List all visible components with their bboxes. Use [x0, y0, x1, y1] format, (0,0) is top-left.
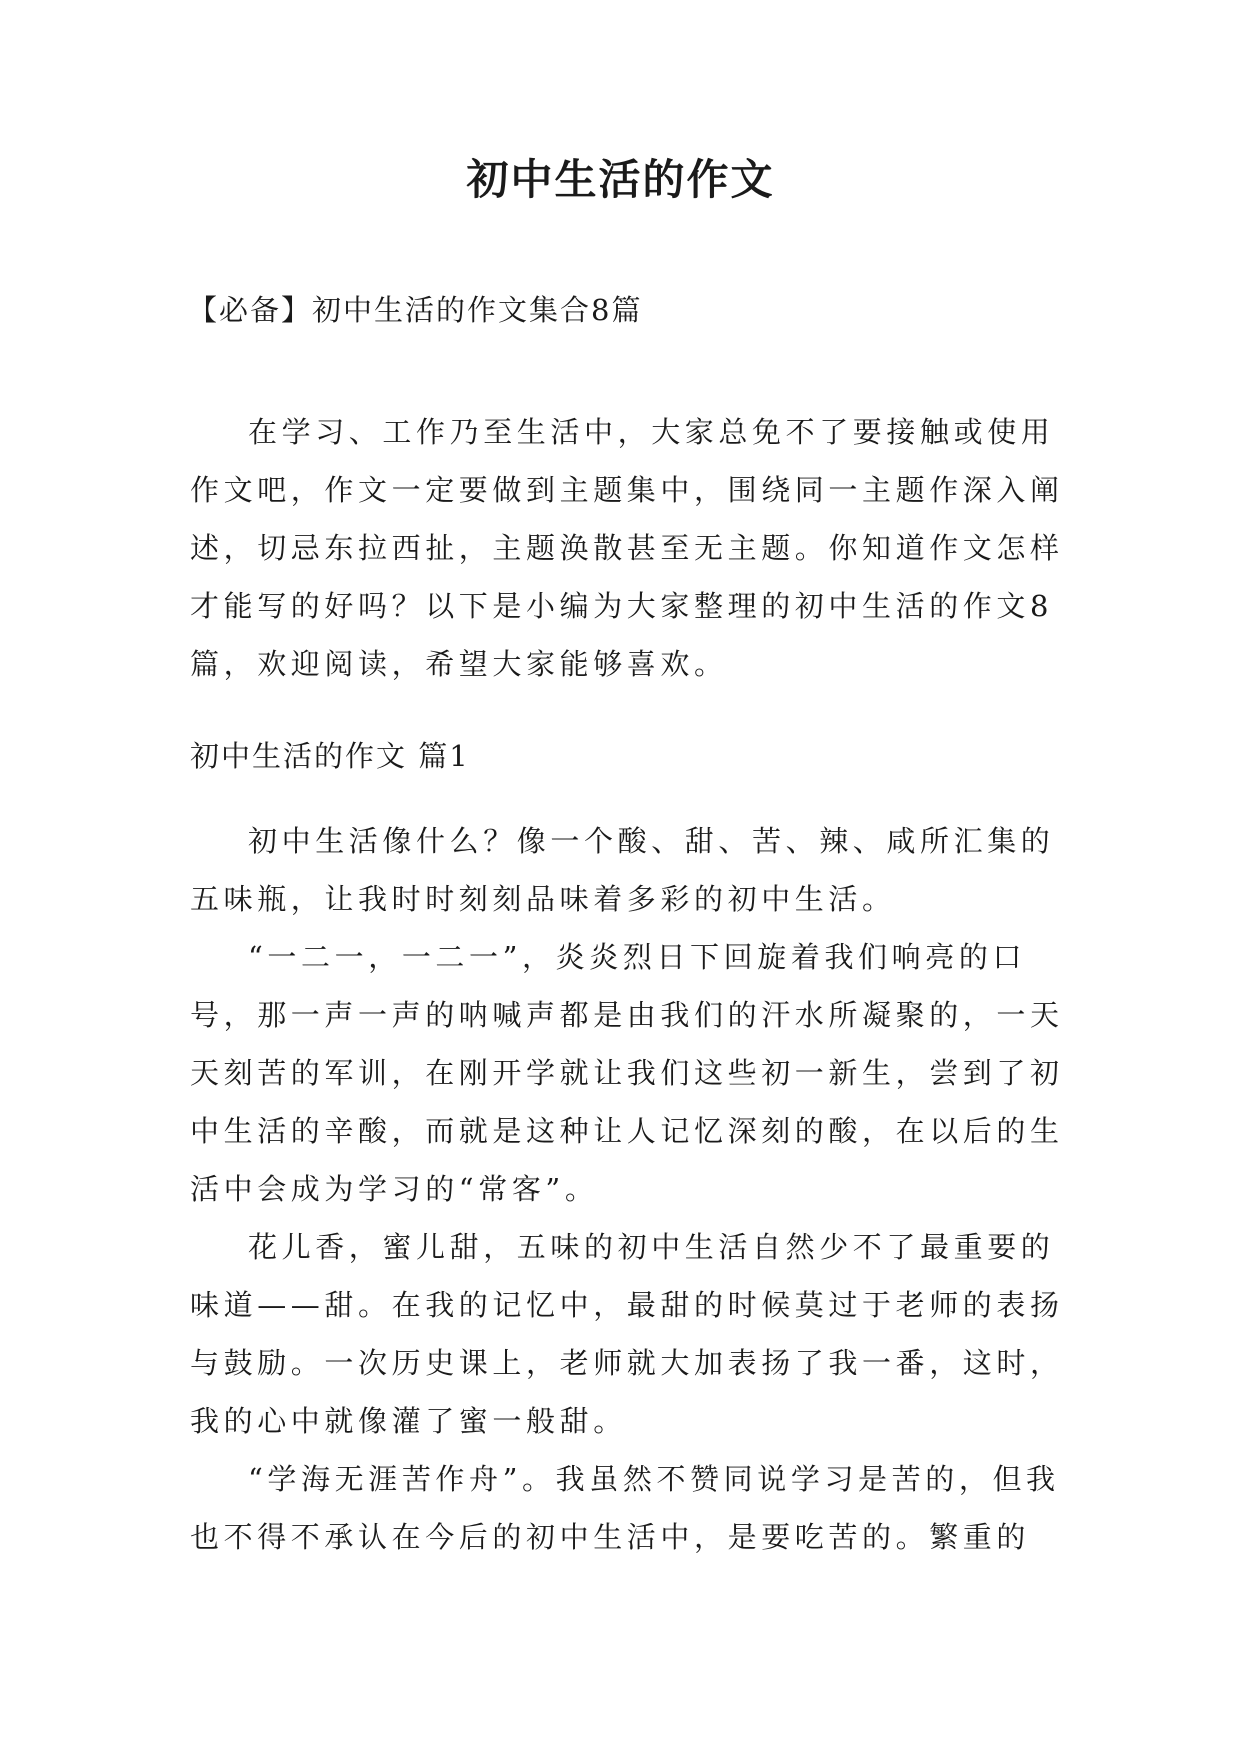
intro-paragraph: 在学习、工作乃至生活中，大家总免不了要接触或使用作文吧，作文一定要做到主题集中，围绕同一主题作深入阐述，切忌东拉西扯，主题涣散甚至无主题。你知道作文怎样才能写的好吗？以下是小编为大家整理的初中生活的作文8篇，欢迎阅读，希望大家能够喜欢。 [190, 415, 1064, 681]
body-paragraph: “一二一，一二一”，炎炎烈日下回旋着我们响亮的口号，那一声一声的呐喊声都是由我们的汗水所凝聚的，一天天刻苦的军训，在刚开学就让我们这些初一新生，尝到了初中生活的辛酸，而就是这种让人记忆深刻的酸，在以后的生活中会成为学习的“常客”。 [190, 940, 1064, 1206]
document-title: 初中生活的作文 [466, 155, 775, 204]
body-paragraph: “学海无涯苦作舟”。我虽然不赞同说学习是苦的，但我也不得不承认在今后的初中生活中，是要吃苦的。繁重的 [190, 1462, 1060, 1554]
intro-block [190, 403, 1066, 693]
section-heading: 初中生活的作文 篇1 [190, 739, 470, 773]
body-paragraph: 初中生活像什么？像一个酸、甜、苦、辣、咸所汇集的五味瓶，让我时时刻刻品味着多彩的初中生活。 [190, 824, 1055, 916]
section-body [190, 812, 1066, 1566]
body-paragraph: 花儿香，蜜儿甜，五味的初中生活自然少不了最重要的味道——甜。在我的记忆中，最甜的时候莫过于老师的表扬与鼓励。一次历史课上，老师就大加表扬了我一番，这时，我的心中就像灌了蜜一般甜。 [190, 1230, 1064, 1438]
document-subtitle: 【必备】初中生活的作文集合8篇 [188, 293, 643, 327]
